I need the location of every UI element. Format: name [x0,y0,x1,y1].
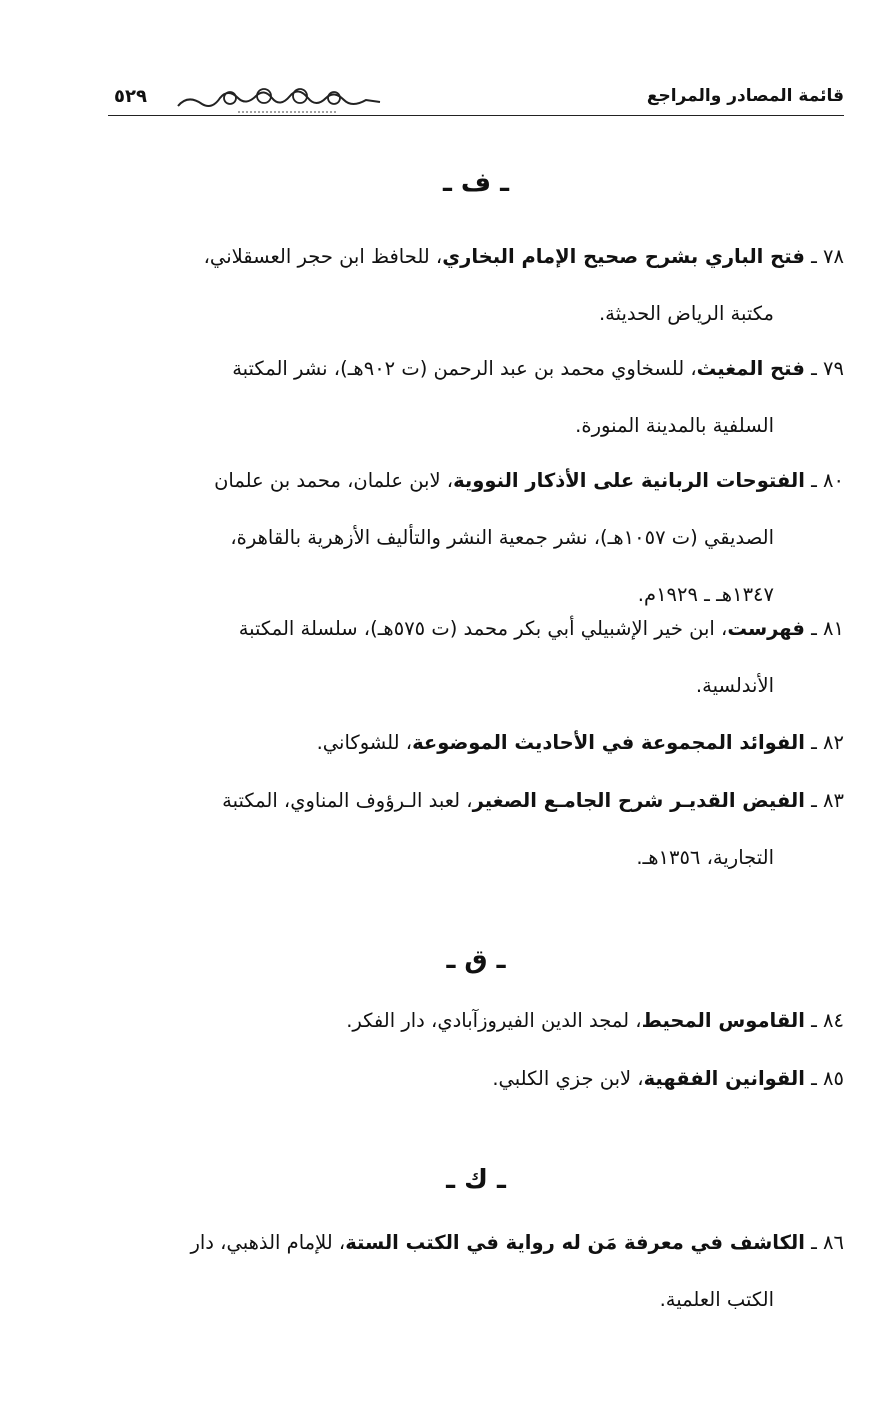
bibliography-entry [108,1050,844,1107]
bibliography-entry [108,772,844,886]
page-number: ٥٢٩ [114,86,147,107]
section-heading: ـ ف ـ [442,168,510,198]
entry-details: ، للحافظ ابن حجر العسقلاني، [203,245,443,268]
entry-continuation-line: الأندلسية. [695,674,774,697]
floral-ornament-icon [168,84,388,116]
entry-number: ٨٢ ـ [804,731,844,754]
entry-continuation-line: مكتبة الرياض الحديثة. [598,302,774,325]
entry-title: فهرست [727,617,805,640]
entry-continuation-line: ١٣٤٧هـ ـ ١٩٢٩م. [637,583,774,606]
entry-first-line [108,600,844,657]
entry-first-line [108,714,844,771]
entry-continuation-line: السلفية بالمدينة المنورة. [575,414,774,437]
entry-first-line [108,228,844,285]
running-header [108,84,844,118]
header-rule [108,115,844,116]
entry-details: ، ابن خير الإشبيلي أبي بكر محمد (ت ٥٧٥هـ)، سلسلة المكتبة [238,617,728,640]
entry-title: الفيض القديـر شرح الجامـع الصغير [472,789,805,812]
entry-number: ٨٥ ـ [804,1067,844,1090]
entry-number: ٧٨ ـ [804,245,844,268]
entry-details: ، للشوكاني. [316,731,413,754]
entry-number: ٨٦ ـ [804,1231,844,1254]
entry-continuation-line: الصديقي (ت ١٠٥٧هـ)، نشر جمعية النشر والتأليف الأزهرية بالقاهرة، [230,526,774,549]
entry-continuation-line: الكتب العلمية. [659,1288,774,1311]
entry-details: ، لابن علمان، محمد بن علمان [214,469,454,492]
entry-title: فتح الباري بشرح صحيح الإمام البخاري [442,245,805,268]
entry-continuation-line: التجارية، ١٣٥٦هـ. [636,846,774,869]
entry-title: القوانين الفقهية [643,1067,805,1090]
entry-number: ٧٩ ـ [804,357,844,380]
entry-first-line [108,992,844,1049]
bibliography-entry [108,714,844,771]
entry-title: القاموس المحيط [641,1009,805,1032]
entry-first-line [108,772,844,829]
bibliography-entry [108,1214,844,1328]
entry-details: ، للإمام الذهبي، دار [190,1231,346,1254]
bibliography-entry [108,228,844,342]
bibliography-entry [108,600,844,714]
bibliography-entry [108,992,844,1049]
entry-title: الكاشف في معرفة مَن له رواية في الكتب الستة [345,1231,805,1254]
bibliography-entry [108,340,844,454]
entry-details: ، لابن جزي الكلبي. [492,1067,644,1090]
entry-first-line [108,1214,844,1271]
entry-details: ، لمجد الدين الفيروزآبادي، دار الفكر. [346,1009,642,1032]
entry-title: الفوائد المجموعة في الأحاديث الموضوعة [412,731,805,754]
entry-first-line [108,452,844,509]
entry-number: ٨٠ ـ [804,469,844,492]
bibliography-entry [108,452,844,623]
entry-title: فتح المغيث [696,357,805,380]
entry-number: ٨٣ ـ [804,789,844,812]
entry-details: ، للسخاوي محمد بن عبد الرحمن (ت ٩٠٢هـ)، نشر المكتبة [232,357,697,380]
header-title: قائمة المصادر والمراجع [646,86,844,106]
entry-first-line [108,1050,844,1107]
entry-number: ٨٤ ـ [804,1009,844,1032]
entry-title: الفتوحات الربانية على الأذكار النووية [453,469,805,492]
entry-number: ٨١ ـ [804,617,844,640]
entry-details: ، لعبد الـرؤوف المناوي، المكتبة [222,789,473,812]
section-heading: ـ ق ـ [446,945,506,975]
entry-first-line [108,340,844,397]
section-heading: ـ ك ـ [446,1165,506,1195]
